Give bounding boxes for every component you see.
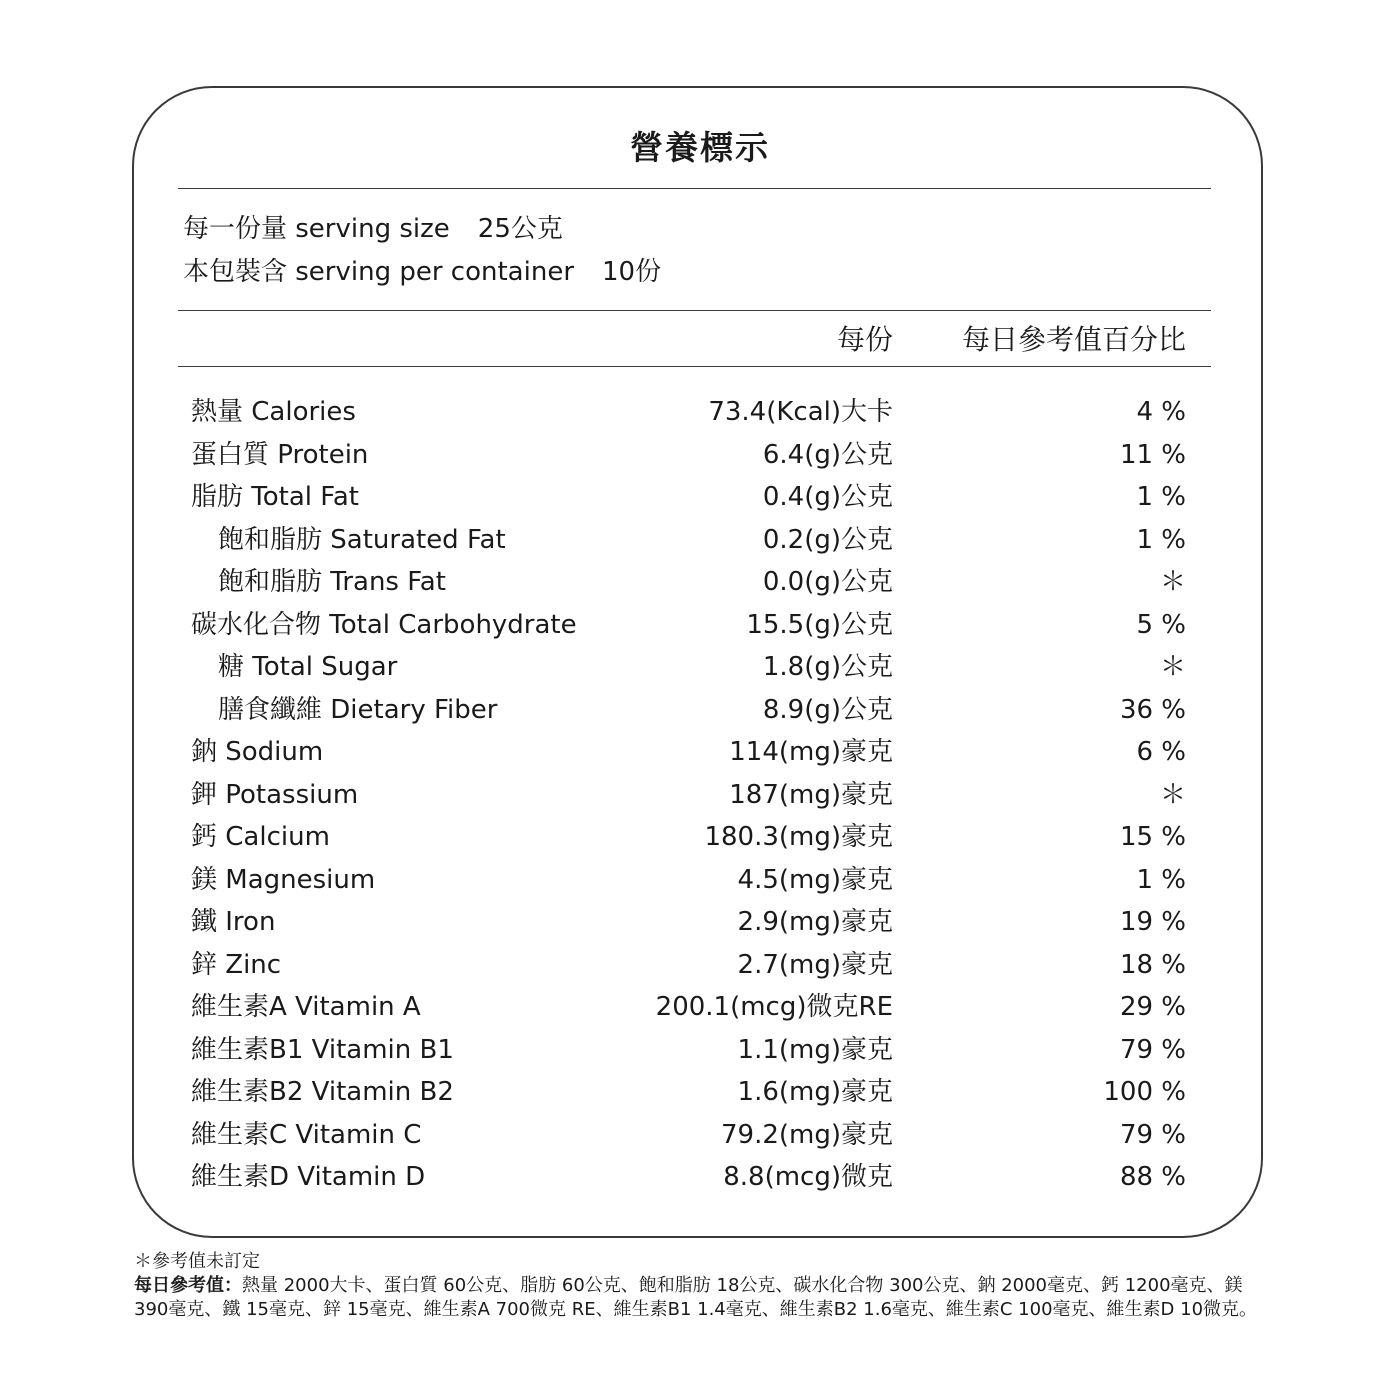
- nutrient-daily-value: 88 %: [1119, 1162, 1186, 1192]
- nutrient-name: 碳水化合物 Total Carbohydrate: [191, 609, 577, 640]
- servings-per-container-value: 10份: [602, 257, 662, 287]
- nutrient-name: 膳食纖維 Dietary Fiber: [218, 694, 498, 725]
- nutrient-row: [0, 435, 1400, 478]
- nutrient-name: 維生素B1 Vitamin B1: [191, 1034, 454, 1065]
- servings-per-container-label: 本包裝含 serving per container: [183, 257, 575, 287]
- nutrient-daily-value: 1 %: [1136, 864, 1186, 895]
- nutrient-daily-value: 18 %: [1119, 949, 1186, 980]
- nutrient-name: 維生素B2 Vitamin B2: [191, 1077, 454, 1107]
- divider-top: [178, 188, 1211, 189]
- nutrient-amount: 0.4(g)公克: [762, 482, 893, 512]
- nutrient-amount: 1.8(g)公克: [762, 652, 893, 682]
- servings-per-container-line: [183, 255, 661, 289]
- nutrient-daily-value: 29 %: [1119, 992, 1186, 1022]
- serving-size-label: 每一份量 serving size: [183, 214, 450, 244]
- nutrient-amount: 180.3(mg)豪克: [704, 822, 893, 852]
- divider-middle: [178, 310, 1211, 311]
- nutrient-row: [0, 605, 1400, 648]
- nutrient-row: [0, 732, 1400, 775]
- serving-size-value: 25公克: [477, 214, 563, 244]
- nutrient-row: [0, 1030, 1400, 1073]
- nutrient-amount: 0.0(g)公克: [762, 567, 893, 597]
- nutrient-amount: 8.8(mcg)微克: [723, 1162, 893, 1192]
- footnote: [134, 1250, 1274, 1322]
- nutrient-amount: 73.4(Kcal)大卡: [708, 397, 893, 427]
- nutrient-name: 熱量 Calories: [191, 397, 356, 427]
- nutrient-row: [0, 520, 1400, 563]
- nutrient-name: 鎂 Magnesium: [191, 864, 376, 895]
- nutrient-daily-value: 36 %: [1119, 694, 1186, 725]
- nutrient-daily-value: 4 %: [1136, 397, 1186, 427]
- nutrient-daily-value: 11 %: [1119, 439, 1186, 470]
- nutrient-amount: 4.5(mg)豪克: [737, 864, 893, 895]
- column-header-daily-value: 每日參考值百分比: [961, 323, 1186, 356]
- nutrient-amount: 6.4(g)公克: [762, 439, 893, 470]
- nutrient-name: 鈉 Sodium: [191, 737, 324, 767]
- column-header-per-serving: 每份: [836, 323, 893, 356]
- nutrient-row: [0, 775, 1400, 818]
- nutrient-daily-value: 5 %: [1136, 609, 1186, 640]
- nutrient-daily-value: ＊: [1159, 567, 1186, 597]
- nutrient-daily-value: 1 %: [1136, 482, 1186, 512]
- nutrient-row: [0, 690, 1400, 733]
- nutrient-daily-value: 15 %: [1119, 822, 1186, 852]
- nutrient-row: [0, 1072, 1400, 1115]
- daily-reference-label: 每日參考值：: [134, 1275, 242, 1296]
- nutrient-row: [0, 902, 1400, 945]
- nutrient-amount: 1.6(mg)豪克: [737, 1077, 893, 1107]
- nutrient-name: 維生素D Vitamin D: [191, 1162, 426, 1192]
- nutrient-amount: 200.1(mcg)微克RE: [655, 992, 893, 1022]
- nutrient-row: [0, 817, 1400, 860]
- nutrient-name: 鈣 Calcium: [191, 822, 330, 852]
- nutrient-daily-value: 1 %: [1136, 524, 1186, 555]
- nutrient-row: [0, 562, 1400, 605]
- nutrient-daily-value: 19 %: [1119, 907, 1186, 937]
- nutrient-amount: 187(mg)豪克: [729, 779, 893, 810]
- nutrient-row: [0, 860, 1400, 903]
- nutrient-name: 鋅 Zinc: [191, 949, 282, 980]
- nutrient-daily-value: 79 %: [1119, 1034, 1186, 1065]
- nutrient-name: 飽和脂肪 Saturated Fat: [218, 524, 506, 555]
- nutrient-daily-value: 100 %: [1103, 1077, 1186, 1107]
- nutrient-row: [0, 647, 1400, 690]
- nutrient-row: [0, 945, 1400, 988]
- nutrient-amount: 8.9(g)公克: [762, 694, 893, 725]
- nutrient-daily-value: 79 %: [1119, 1119, 1186, 1150]
- nutrient-name: 維生素C Vitamin C: [191, 1119, 422, 1150]
- nutrient-name: 糖 Total Sugar: [218, 652, 398, 682]
- nutrient-row: [0, 1157, 1400, 1200]
- asterisk-note: ＊參考值未訂定: [134, 1251, 260, 1272]
- nutrient-row: [0, 987, 1400, 1030]
- nutrient-amount: 15.5(g)公克: [746, 609, 893, 640]
- daily-reference-note: [134, 1274, 1274, 1322]
- serving-size-line: [183, 212, 563, 246]
- nutrient-name: 維生素A Vitamin A: [191, 992, 421, 1022]
- label-title: 營養標示: [630, 128, 770, 167]
- nutrient-row: [0, 477, 1400, 520]
- nutrient-amount: 2.9(mg)豪克: [737, 907, 893, 937]
- nutrient-table: [0, 392, 1400, 1200]
- nutrient-amount: 2.7(mg)豪克: [737, 949, 893, 980]
- divider-header: [178, 366, 1211, 367]
- nutrient-amount: 114(mg)豪克: [729, 737, 893, 767]
- nutrient-name: 飽和脂肪 Trans Fat: [218, 567, 446, 597]
- nutrient-name: 脂肪 Total Fat: [191, 482, 359, 512]
- nutrient-daily-value: 6 %: [1136, 737, 1186, 767]
- nutrient-name: 鐵 Iron: [191, 907, 276, 937]
- nutrient-row: [0, 392, 1400, 435]
- nutrient-row: [0, 1115, 1400, 1158]
- daily-reference-text: 熱量 2000大卡、蛋白質 60公克、脂肪 60公克、飽和脂肪 18公克、碳水化合物 300公克、鈉 2000毫克、鈣 1200毫克、鎂 390毫克、鐵 15毫克、鋅 15毫克、維生素A 700微克 RE、維生素B1 1.4毫克、維生素B2 1.6毫克、維生素C 100毫克、維生素D 10微克。: [134, 1275, 1258, 1320]
- nutrient-daily-value: ＊: [1159, 779, 1186, 810]
- nutrient-name: 蛋白質 Protein: [191, 439, 369, 470]
- nutrient-daily-value: ＊: [1159, 652, 1186, 682]
- nutrient-amount: 0.2(g)公克: [762, 524, 893, 555]
- nutrient-amount: 79.2(mg)豪克: [720, 1119, 893, 1150]
- nutrient-amount: 1.1(mg)豪克: [737, 1034, 893, 1065]
- nutrient-name: 鉀 Potassium: [191, 779, 359, 810]
